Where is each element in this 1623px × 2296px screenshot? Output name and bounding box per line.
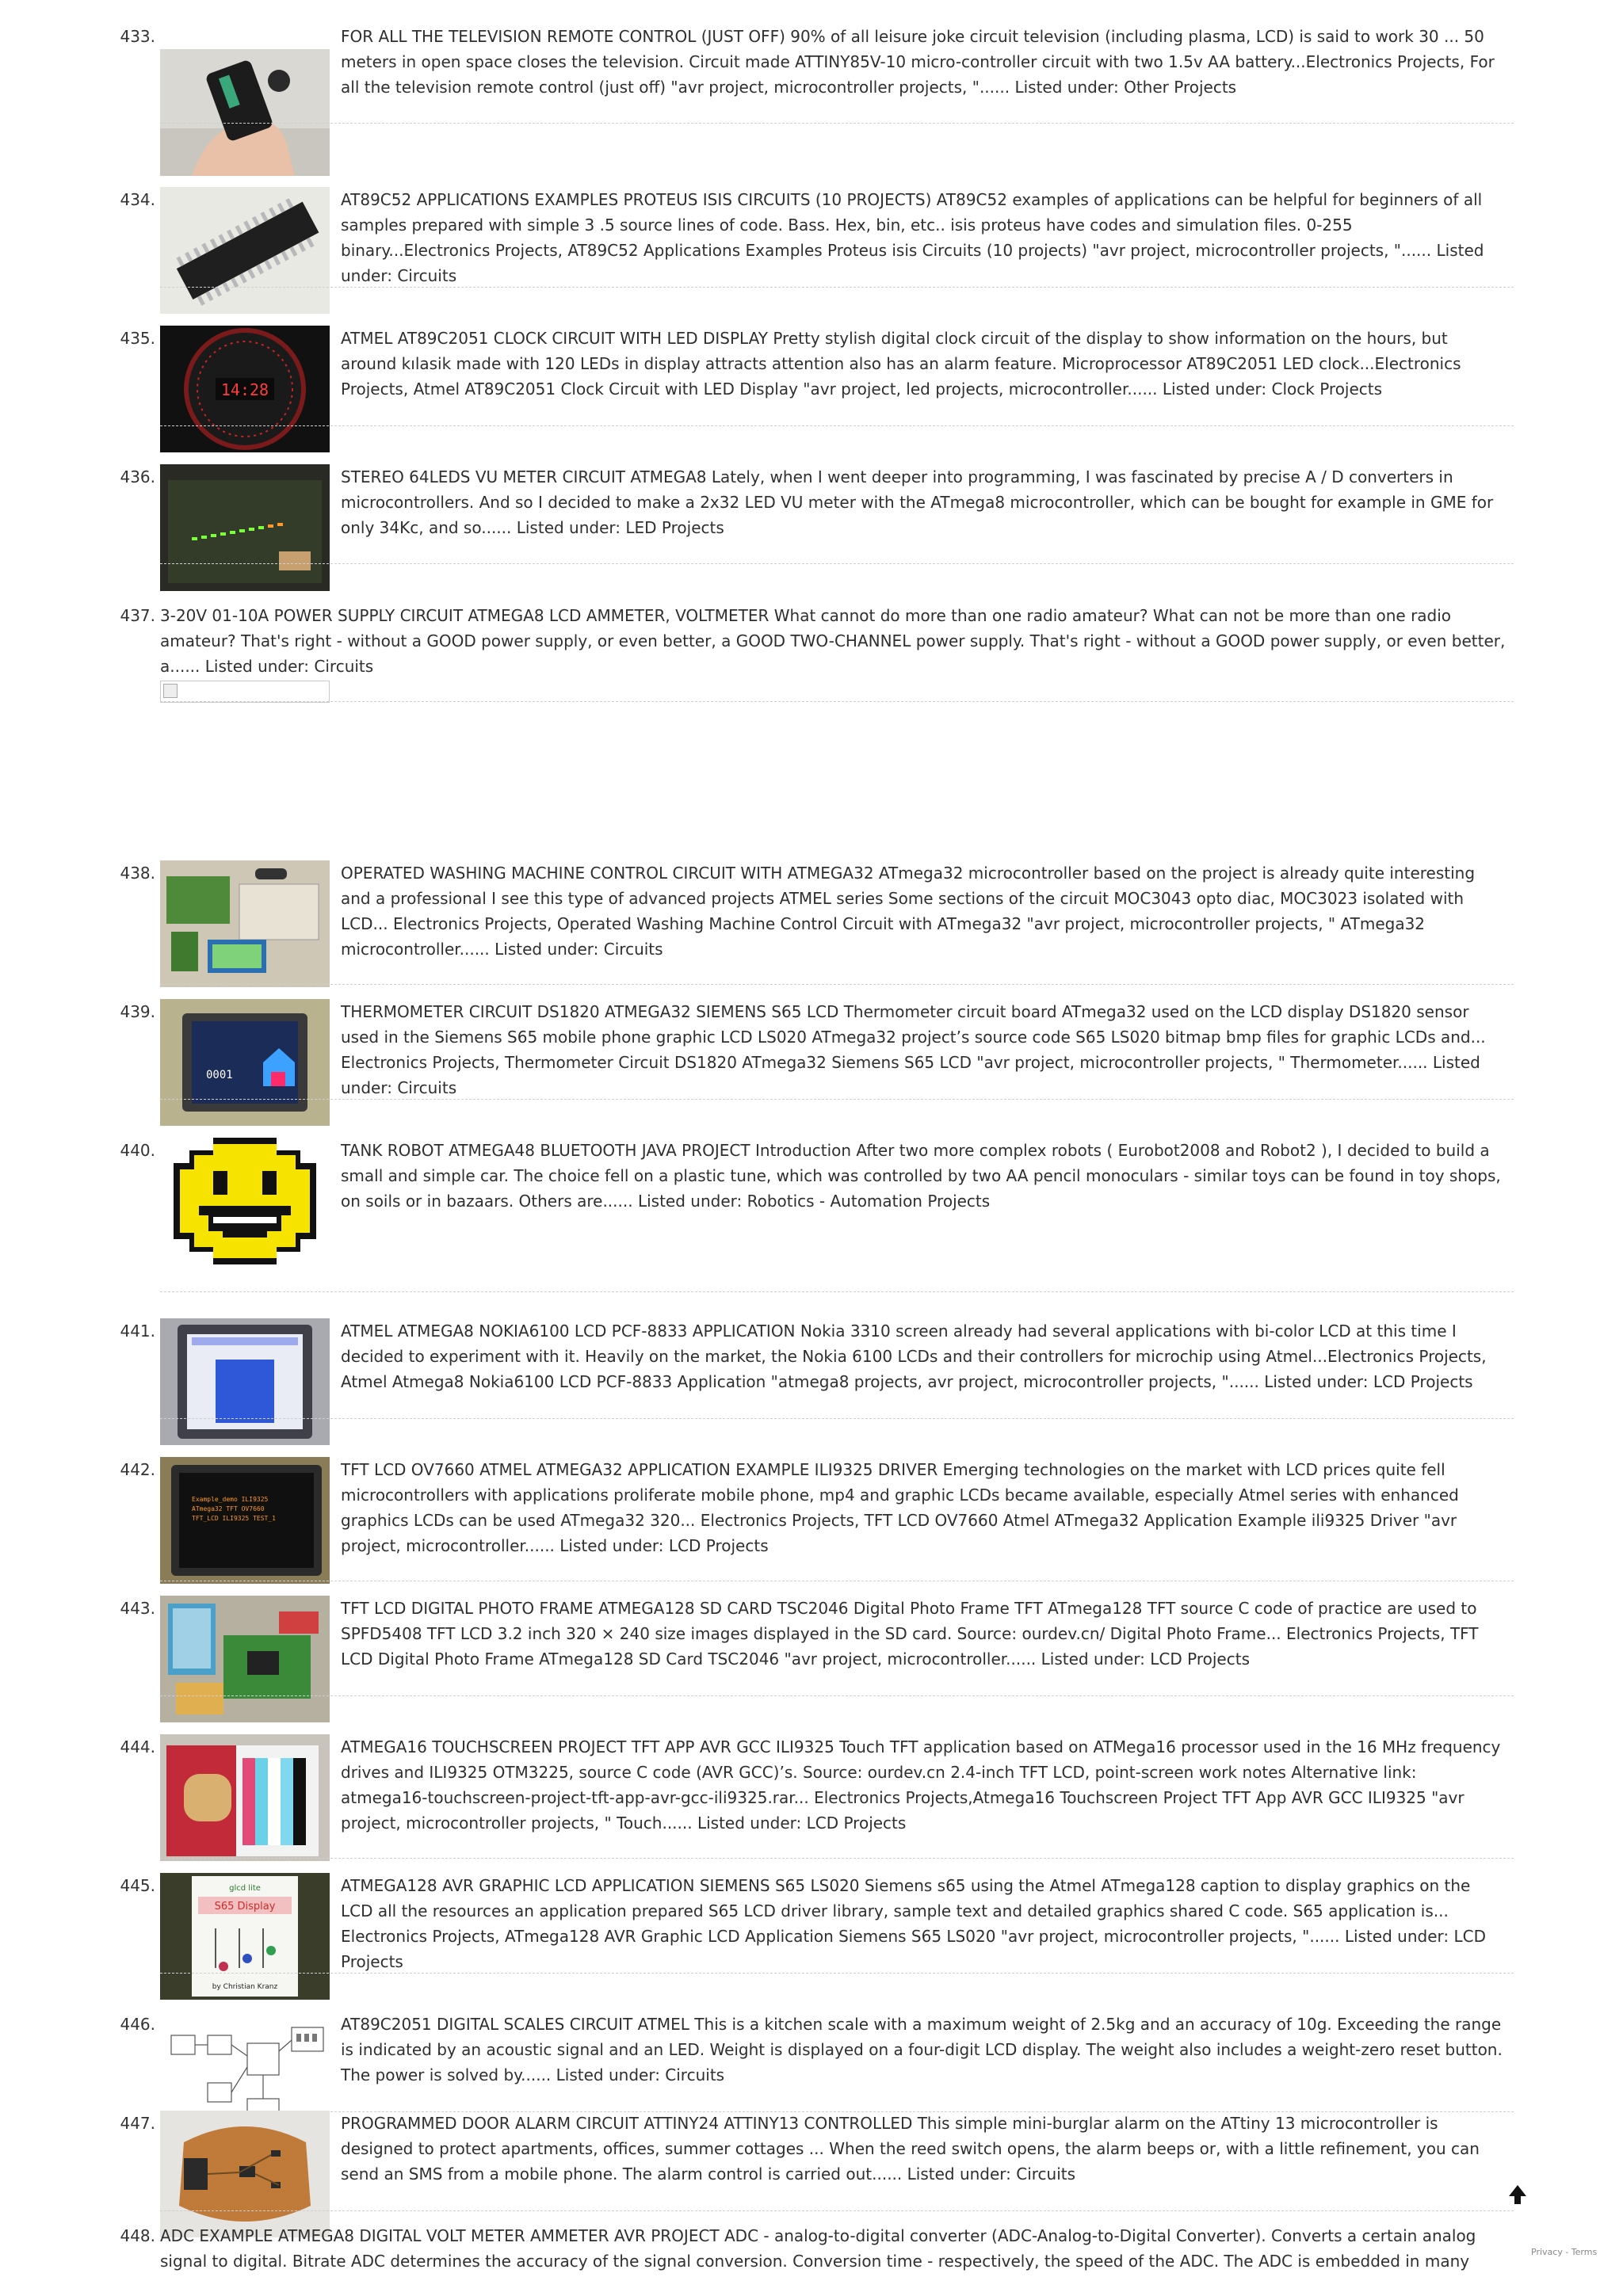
item-number: 447. <box>120 2114 155 2133</box>
thumbnail-nokia-lcd[interactable] <box>160 1318 330 1445</box>
lcd-text-line: Example_demo ILI9325 <box>192 1496 269 1503</box>
separator <box>160 287 1514 288</box>
legal-links[interactable]: Privacy - Terms <box>1531 2247 1598 2257</box>
separator <box>160 1418 1514 1419</box>
item-description[interactable]: AT89C2051 DIGITAL SCALES CIRCUIT ATMEL This is a kitchen scale with a maximum weight of 2.5kg and an accuracy of 10g. Exceeding the range is indicated by an acoustic signal and an LED. Weight is displayed on a four-digit LCD display. The weight also includes a weight-zero reset button. The power is solved by...... Listed under: Circuits <box>341 2015 1503 2084</box>
thermo-readout: 0001 <box>206 1069 233 1081</box>
item-description[interactable]: TFT LCD DIGITAL PHOTO FRAME ATMEGA128 SD CARD TSC2046 Digital Photo Frame TFT ATmega128 TFT source C code of practice are used to SPFD5408 TFT LCD 3.2 inch 320 × 240 size images displayed in the SD card. Source: ourdev.cn/ Digital Photo Frame... Electronics Projects, TFT LCD Digital Photo Frame ATmega128 SD Card TSC2046 "avr project, microcontroller...... Listed under: LCD Projects <box>341 1599 1479 1669</box>
s65-subtitle: glcd lite <box>229 1884 261 1893</box>
item-description[interactable]: TFT LCD OV7660 ATMEL ATMEGA32 APPLICATION EXAMPLE ILI9325 DRIVER Emerging technologies on the market with LCD prices quite fell microcontrollers with applications proliferate mobile phone, mp4 and graphic LCDs became available, especially Atmel series with enhanced graphics LCDs can be used ATmega32 320... Electronics Projects, TFT LCD OV7660 Atmel ATmega32 Application Example ili9325 Driver "avr project, microcontroller...... Listed under: LCD Projects <box>341 1460 1459 1555</box>
broken-image-placeholder[interactable] <box>160 681 330 703</box>
separator <box>160 1099 1514 1100</box>
separator <box>160 563 1514 564</box>
back-to-top-button[interactable] <box>1507 2183 1528 2207</box>
thumbnail-led-clock[interactable] <box>160 326 330 452</box>
item-description[interactable]: TANK ROBOT ATMEGA48 BLUETOOTH JAVA PROJECT Introduction After two more complex robots ( Eurobot2008 and Robot2 ), I decided to build a small and simple car. The choice fell on a plastic tune, which was controlled by two AA pencil monoculars - similar toys can be found in toy shops, on soils or in bazaars. Others are...... Listed under: Robotics - Automation Projects <box>341 1141 1501 1211</box>
item-number: 439. <box>120 1002 155 1021</box>
thumbnail-door-alarm[interactable] <box>160 2111 330 2237</box>
item-description[interactable]: 3-20V 01-10A POWER SUPPLY CIRCUIT ATMEGA8 LCD AMMETER, VOLTMETER What cannot do more than one radio amateur? What can not be more than one radio amateur? That's right - without a GOOD power supply, or even better, a GOOD TWO-CHANNEL power supply. That's right - without a GOOD power supply, or even better, a...... Listed under: Circuits <box>160 606 1506 676</box>
item-description[interactable]: ATMEL AT89C2051 CLOCK CIRCUIT WITH LED DISPLAY Pretty stylish digital clock circuit of the display to show information on the hours, but around kılasik made with 120 LEDs in display attracts attention also has an alarm feature. Microprocessor AT89C2051 LED clock...Electronics Projects, Atmel AT89C2051 Clock Circuit with LED Display "avr project, led projects, microcontroller...... Listed under: Clock Projects <box>341 329 1461 399</box>
item-description[interactable]: ATMEGA128 AVR GRAPHIC LCD APPLICATION SIEMENS S65 LS020 Siemens s65 using the Atmel ATmega128 caption to display graphics on the LCD all the resources an application prepared S65 LCD driver library, sample text and detailed graphics shared C code. S65 application is... Electronics Projects, ATmega128 AVR Graphic LCD Application Siemens S65 LS020 "avr project, microcontroller projects, "...... Listed under: LCD Projects <box>341 1876 1486 1971</box>
item-number: 433. <box>120 27 155 46</box>
thumbnail-touchscreen[interactable] <box>160 1734 330 1861</box>
thumbnail-dip-chip[interactable] <box>160 187 330 314</box>
item-description[interactable]: AT89C52 APPLICATIONS EXAMPLES PROTEUS ISIS CIRCUITS (10 PROJECTS) AT89C52 examples of applications can be helpful for beginners of all samples prepared with simple 3 .5 source lines of code. Bass. Hex, bin, etc.. isis proteus have codes and simulation files. 0-255 binary...Electronics Projects, AT89C52 Applications Examples Proteus isis Circuits (10 projects) "avr project, microcontroller projects, "...... Listed under: Circuits <box>341 190 1484 285</box>
thumbnail-remote-control[interactable] <box>160 49 330 176</box>
item-number: 448. <box>120 2226 155 2245</box>
item-description[interactable]: ADC EXAMPLE ATMEGA8 DIGITAL VOLT METER AMMETER AVR PROJECT ADC - analog-to-digital converter (ADC-Analog-to-Digital Converter). Converts a certain analog signal to digital. Bitrate ADC determines the accuracy of the signal conversion. Conversion time - respectively, the speed of the ADC. The ADC is embedded in many <box>160 2226 1476 2271</box>
separator <box>160 425 1514 426</box>
s65-title: S65 Display <box>214 1901 276 1913</box>
item-description[interactable]: PROGRAMMED DOOR ALARM CIRCUIT ATTINY24 ATTINY13 CONTROLLED This simple mini-burglar alarm on the ATtiny 13 microcontroller is designed to protect apartments, offices, summer cottages ... When the reed switch opens, the alarm beeps or, with a little refinement, you can send an SMS from a mobile phone. The alarm control is carried out...... Listed under: Circuits <box>341 2114 1480 2183</box>
clock-digits: 14:28 <box>220 380 269 399</box>
item-description[interactable]: THERMOMETER CIRCUIT DS1820 ATMEGA32 SIEMENS S65 LCD Thermometer circuit board ATmega32 used on the LCD display DS1820 sensor used in the Siemens S65 mobile phone graphic LCD LS020 ATmega32 project’s source code S65 LS020 bitmap bmp files for graphic LCDs and... Electronics Projects, Thermometer Circuit DS1820 ATmega32 Siemens S65 LCD "avr project, microcontroller projects, " Thermometer...... Listed under: Circuits <box>341 1002 1486 1097</box>
separator <box>160 1291 1514 1292</box>
item-number: 444. <box>120 1737 155 1756</box>
item-description[interactable]: ATMEGA16 TOUCHSCREEN PROJECT TFT APP AVR GCC ILI9325 Touch TFT application based on ATMega16 processor used in the 16 MHz frequency drives and ILI9325 OTM3225, source C code (AVR GCC)’s. Source: ourdev.cn 2.4-inch TFT LCD, point-screen work notes Alternative link: atmega16-touchscreen-project-tft-app-avr-gcc-ili9325.rar... Electronics Projects,Atmega16 Touchscreen Project TFT App AVR GCC ILI9325 "avr project, microcontroller projects, " Touch...... Listed under: LCD Projects <box>341 1737 1501 1833</box>
item-number: 443. <box>120 1599 155 1618</box>
item-number: 446. <box>120 2015 155 2034</box>
item-number: 437. <box>120 606 155 625</box>
item-number: 436. <box>120 467 155 486</box>
item-number: 441. <box>120 1322 155 1341</box>
thumbnail-s65-display[interactable] <box>160 1873 330 2000</box>
separator <box>160 123 1514 124</box>
separator <box>160 701 1514 702</box>
thumbnail-photo-frame[interactable] <box>160 1596 330 1722</box>
separator <box>160 984 1514 985</box>
item-number: 438. <box>120 864 155 883</box>
item-number: 445. <box>120 1876 155 1895</box>
lcd-text-line: ATmega32 TFT OV7660 <box>192 1505 265 1512</box>
item-number: 442. <box>120 1460 155 1479</box>
item-number: 435. <box>120 329 155 348</box>
item-description[interactable]: STEREO 64LEDS VU METER CIRCUIT ATMEGA8 Lately, when I went deeper into programming, I was fascinated by precise A / D converters in microcontrollers. And so I decided to make a 2x32 LED VU meter with the ATmega8 microcontroller, which can be bought for example in GME for only 34Kc, and so...... Listed under: LED Projects <box>341 467 1494 537</box>
thumbnail-vu-meter[interactable] <box>160 464 330 591</box>
lcd-text-line: TFT_LCD ILI9325 TEST_1 <box>192 1515 276 1522</box>
separator <box>160 1973 1514 1974</box>
thumbnail-thermometer-lcd[interactable] <box>160 999 330 1126</box>
s65-author: by Christian Kranz <box>212 1983 278 1991</box>
item-number: 434. <box>120 190 155 209</box>
thumbnail-tft-ov7660[interactable] <box>160 1457 330 1584</box>
separator <box>160 1695 1514 1696</box>
item-number: 440. <box>120 1141 155 1160</box>
separator <box>160 2210 1514 2211</box>
item-description[interactable]: ATMEL ATMEGA8 NOKIA6100 LCD PCF-8833 APPLICATION Nokia 3310 screen already had several applications with bi-color LCD at this time I decided to experiment with it. Heavily on the market, the Nokia 6100 LCDs and their controllers for microchip using Atmel...Electronics Projects, Atmel Atmega8 Nokia6100 LCD PCF-8833 Application "atmega8 projects, avr project, microcontroller projects, "...... Listed under: LCD Projects <box>341 1322 1487 1391</box>
item-description[interactable]: FOR ALL THE TELEVISION REMOTE CONTROL (JUST OFF) 90% of all leisure joke circuit television (including plasma, LCD) is said to work 30 ... 50 meters in open space closes the television. Circuit made ATTINY85V-10 micro-controller circuit with two 1.5v AA battery...Electronics Projects, For all the television remote control (just off) "avr project, microcontroller projects, "...... Listed under: Other Projects <box>341 27 1495 97</box>
item-description[interactable]: OPERATED WASHING MACHINE CONTROL CIRCUIT WITH ATMEGA32 ATmega32 microcontroller based on the project is already quite interesting and a professional I see this type of advanced projects ATMEL series Some sections of the circuit MOC3043 opto diac, MOC3023 isolated with LCD... Electronics Projects, Operated Washing Machine Control Circuit with ATmega32 "avr project, microcontroller projects, " ATmega32 microcontroller...... Listed under: Circuits <box>341 864 1476 959</box>
arrow-up-icon <box>1507 2183 1528 2207</box>
thumbnail-washing-machine-controller[interactable] <box>160 860 330 987</box>
smiley-icon[interactable] <box>160 1138 330 1264</box>
separator <box>160 1858 1514 1859</box>
